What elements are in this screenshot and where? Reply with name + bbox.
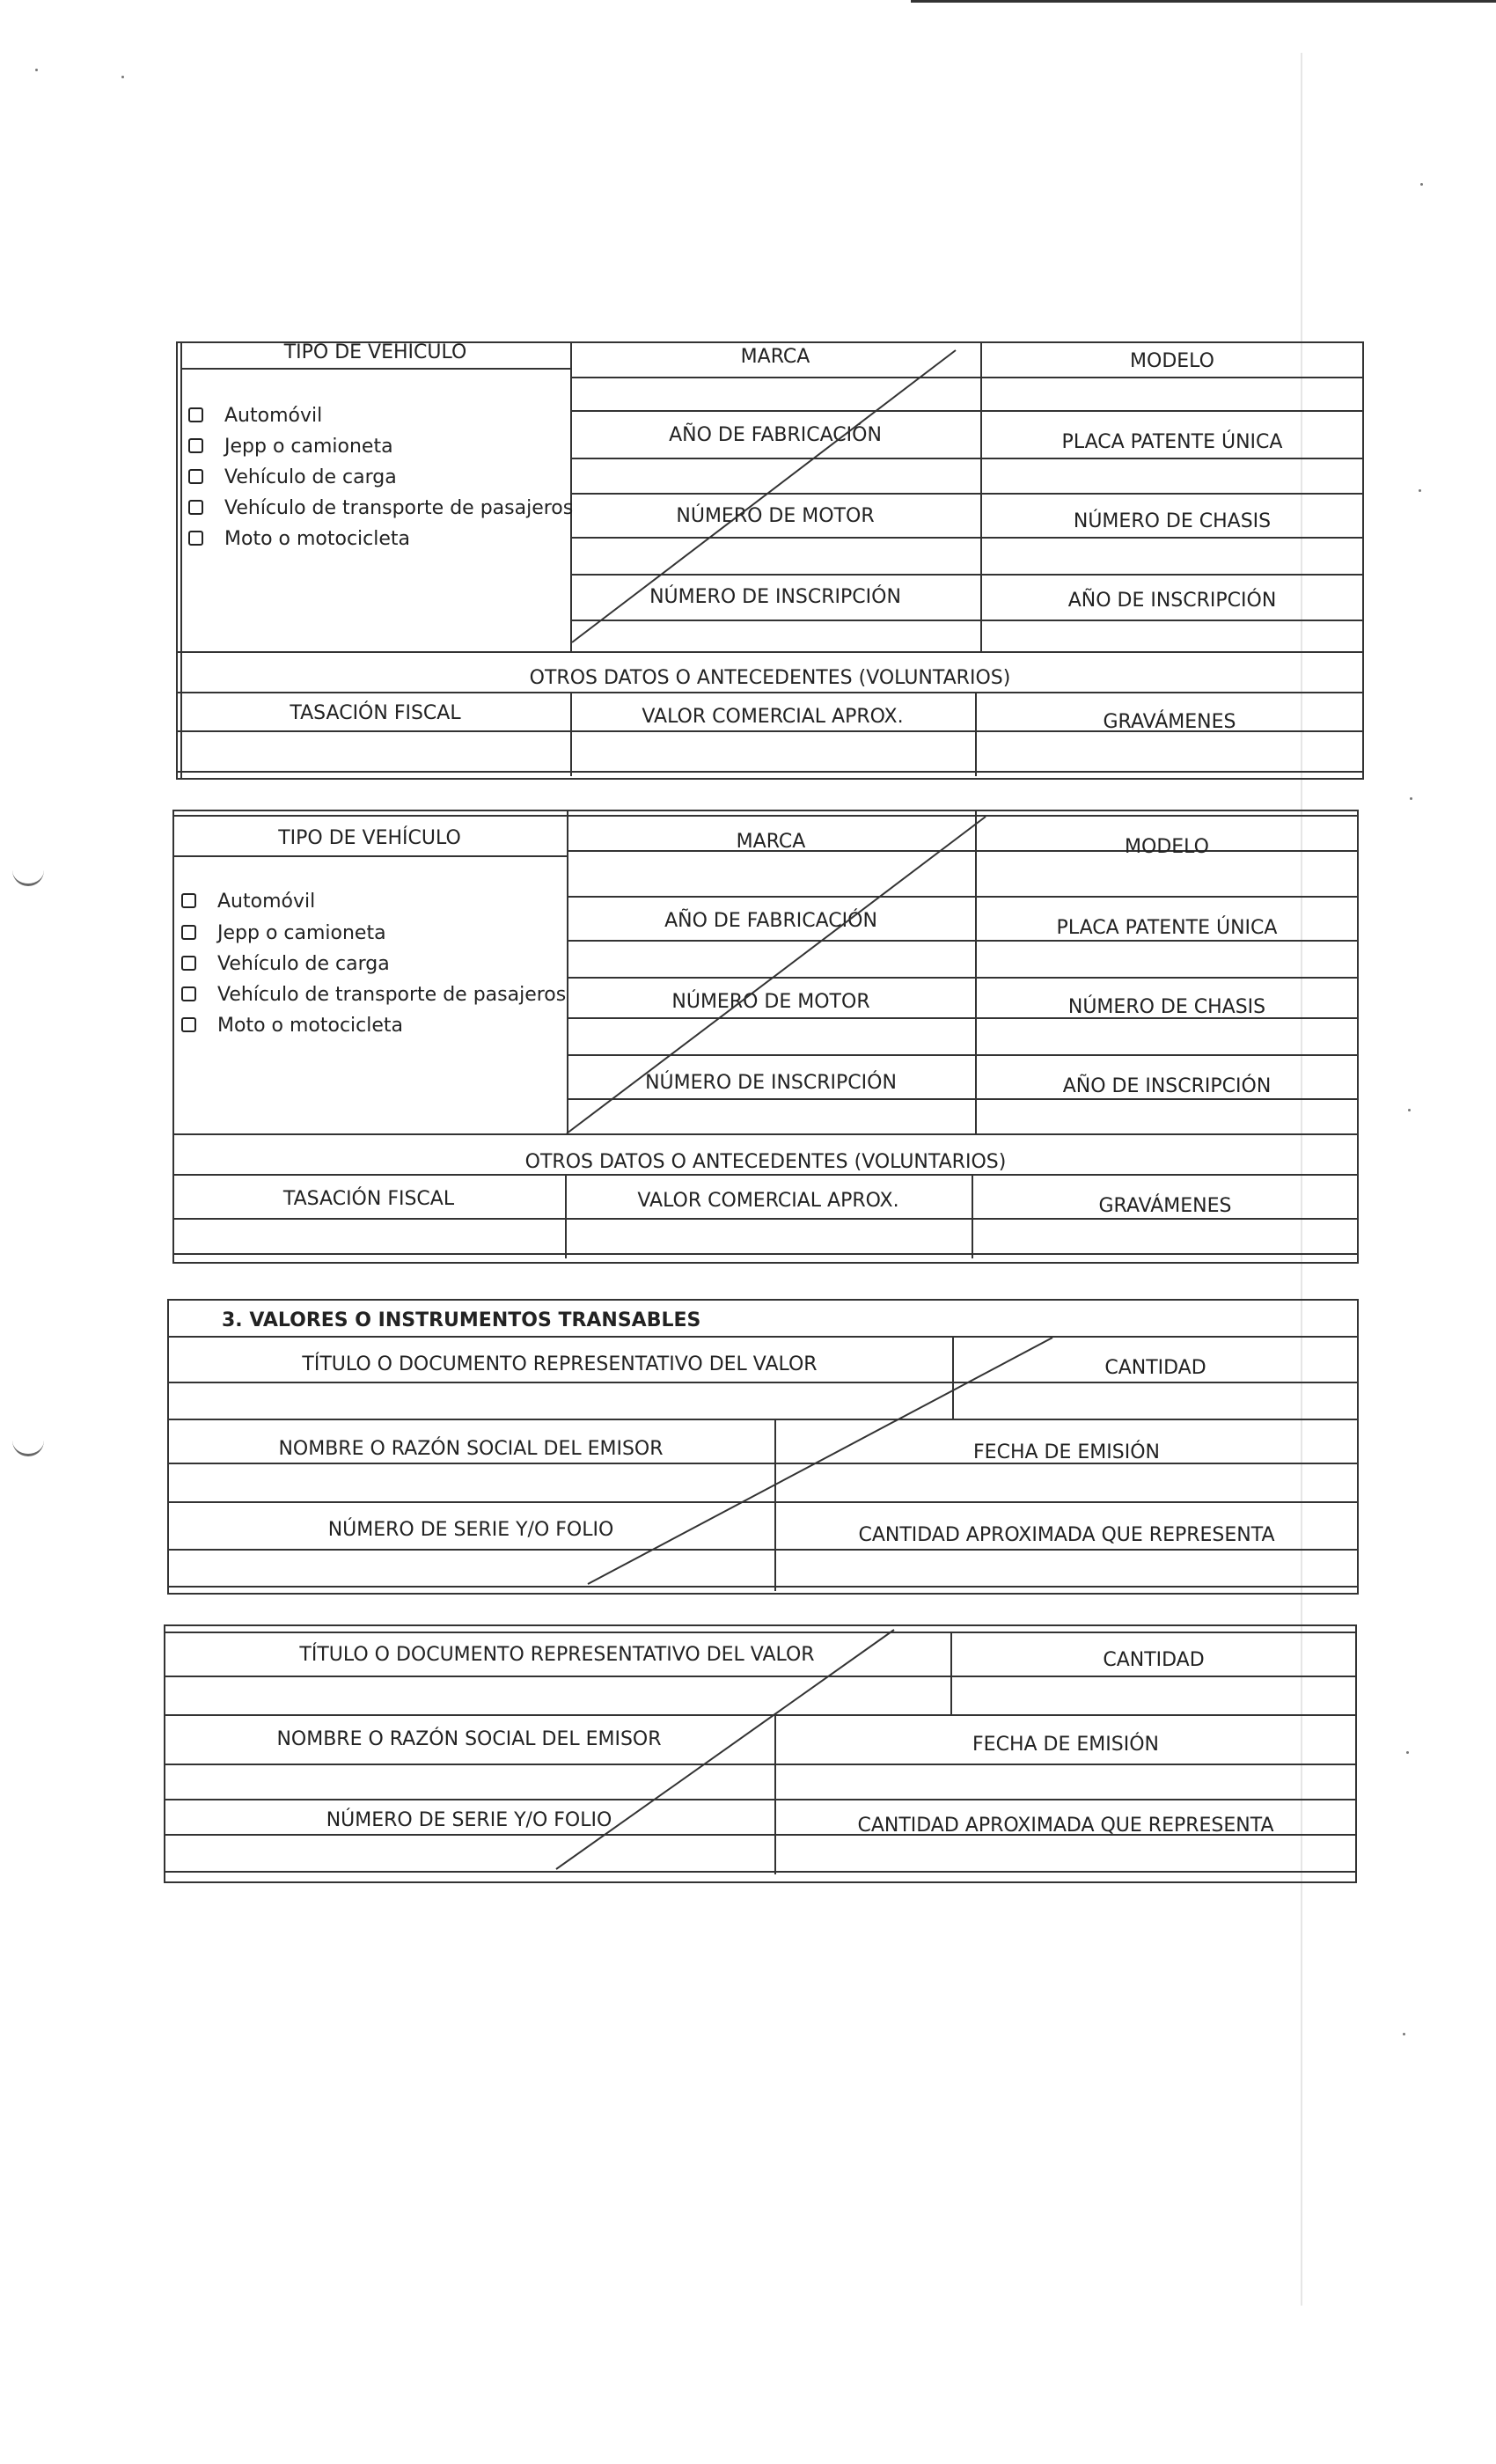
numero-serie-label: NÚMERO DE SERIE Y/O FOLIO <box>327 1519 614 1541</box>
tipo-vehiculo-header: TIPO DE VEHICULO <box>283 341 467 363</box>
gravamenes-label: GRAVÁMENES <box>1098 1195 1232 1217</box>
anio-fabricacion-label: AÑO DE FABRICACIÓN <box>669 424 882 446</box>
numero-motor-label: NÚMERO DE MOTOR <box>671 991 870 1013</box>
option-automovil[interactable]: Automóvil <box>181 891 315 913</box>
option-motocicleta[interactable]: Moto o motocicleta <box>181 1015 403 1037</box>
placa-patente-label: PLACA PATENTE ÚNICA <box>1056 917 1278 939</box>
valor-comercial-label: VALOR COMERCIAL APROX. <box>642 706 904 728</box>
placa-patente-label: PLACA PATENTE ÚNICA <box>1061 431 1283 453</box>
marca-label: MARCA <box>740 346 810 368</box>
numero-motor-label: NÚMERO DE MOTOR <box>676 505 875 527</box>
titulo-documento-label: TÍTULO O DOCUMENTO REPRESENTATIVO DEL VALOR <box>299 1644 815 1666</box>
fecha-emision-label: FECHA DE EMISIÓN <box>972 1734 1159 1756</box>
option-vehiculo-carga[interactable]: Vehículo de carga <box>181 953 390 975</box>
tasacion-fiscal-label: TASACIÓN FISCAL <box>282 1188 455 1210</box>
numero-serie-label: NÚMERO DE SERIE Y/O FOLIO <box>326 1809 612 1831</box>
numero-chasis-label: NÚMERO DE CHASIS <box>1073 510 1272 532</box>
tasacion-fiscal-label: TASACIÓN FISCAL <box>290 702 461 724</box>
option-automovil[interactable]: Automóvil <box>188 405 322 427</box>
numero-inscripcion-label: NÚMERO DE INSCRIPCIÓN <box>645 1072 897 1094</box>
fecha-emision-label: FECHA DE EMISIÓN <box>973 1441 1160 1463</box>
section-3-title: 3. VALORES O INSTRUMENTOS TRANSABLES <box>222 1309 701 1331</box>
valor-comercial-label: VALOR COMERCIAL APROX. <box>637 1190 899 1212</box>
anio-inscripcion-label: AÑO DE INSCRIPCIÓN <box>1062 1075 1272 1097</box>
option-transporte-pasajeros[interactable]: Vehículo de transporte de pasajeros <box>181 984 566 1006</box>
otros-datos-label: OTROS DATOS O ANTECEDENTES (VOLUNTARIOS) <box>529 667 1011 689</box>
titulo-documento-label: TÍTULO O DOCUMENTO REPRESENTATIVO DEL VALOR <box>302 1353 818 1375</box>
cantidad-label: CANTIDAD <box>1103 1649 1205 1671</box>
option-camioneta[interactable]: Jepp o camioneta <box>181 922 386 944</box>
cantidad-aproximada-label: CANTIDAD APROXIMADA QUE REPRESENTA <box>858 1524 1275 1546</box>
gravamenes-label: GRAVÁMENES <box>1103 711 1236 733</box>
nombre-emisor-label: NOMBRE O RAZÓN SOCIAL DEL EMISOR <box>278 1438 664 1460</box>
modelo-label: MODELO <box>1125 836 1209 858</box>
anio-inscripcion-label: AÑO DE INSCRIPCIÓN <box>1067 590 1277 612</box>
anio-fabricacion-label: AÑO DE FABRICACIÓN <box>664 910 877 932</box>
option-transporte-pasajeros[interactable]: Vehículo de transporte de pasajeros <box>188 497 573 519</box>
option-motocicleta[interactable]: Moto o motocicleta <box>188 528 410 550</box>
marca-label: MARCA <box>736 831 806 853</box>
cantidad-aproximada-label: CANTIDAD APROXIMADA QUE REPRESENTA <box>857 1815 1274 1837</box>
nombre-emisor-label: NOMBRE O RAZÓN SOCIAL DEL EMISOR <box>276 1728 662 1750</box>
modelo-label: MODELO <box>1130 350 1214 372</box>
option-camioneta[interactable]: Jepp o camioneta <box>188 436 393 458</box>
cantidad-label: CANTIDAD <box>1104 1357 1206 1379</box>
numero-inscripcion-label: NÚMERO DE INSCRIPCIÓN <box>649 586 901 608</box>
option-vehiculo-carga[interactable]: Vehículo de carga <box>188 466 397 488</box>
otros-datos-label: OTROS DATOS O ANTECEDENTES (VOLUNTARIOS) <box>524 1151 1007 1173</box>
numero-chasis-label: NÚMERO DE CHASIS <box>1067 996 1266 1018</box>
tipo-vehiculo-header: TIPO DE VEHÍCULO <box>278 827 461 849</box>
